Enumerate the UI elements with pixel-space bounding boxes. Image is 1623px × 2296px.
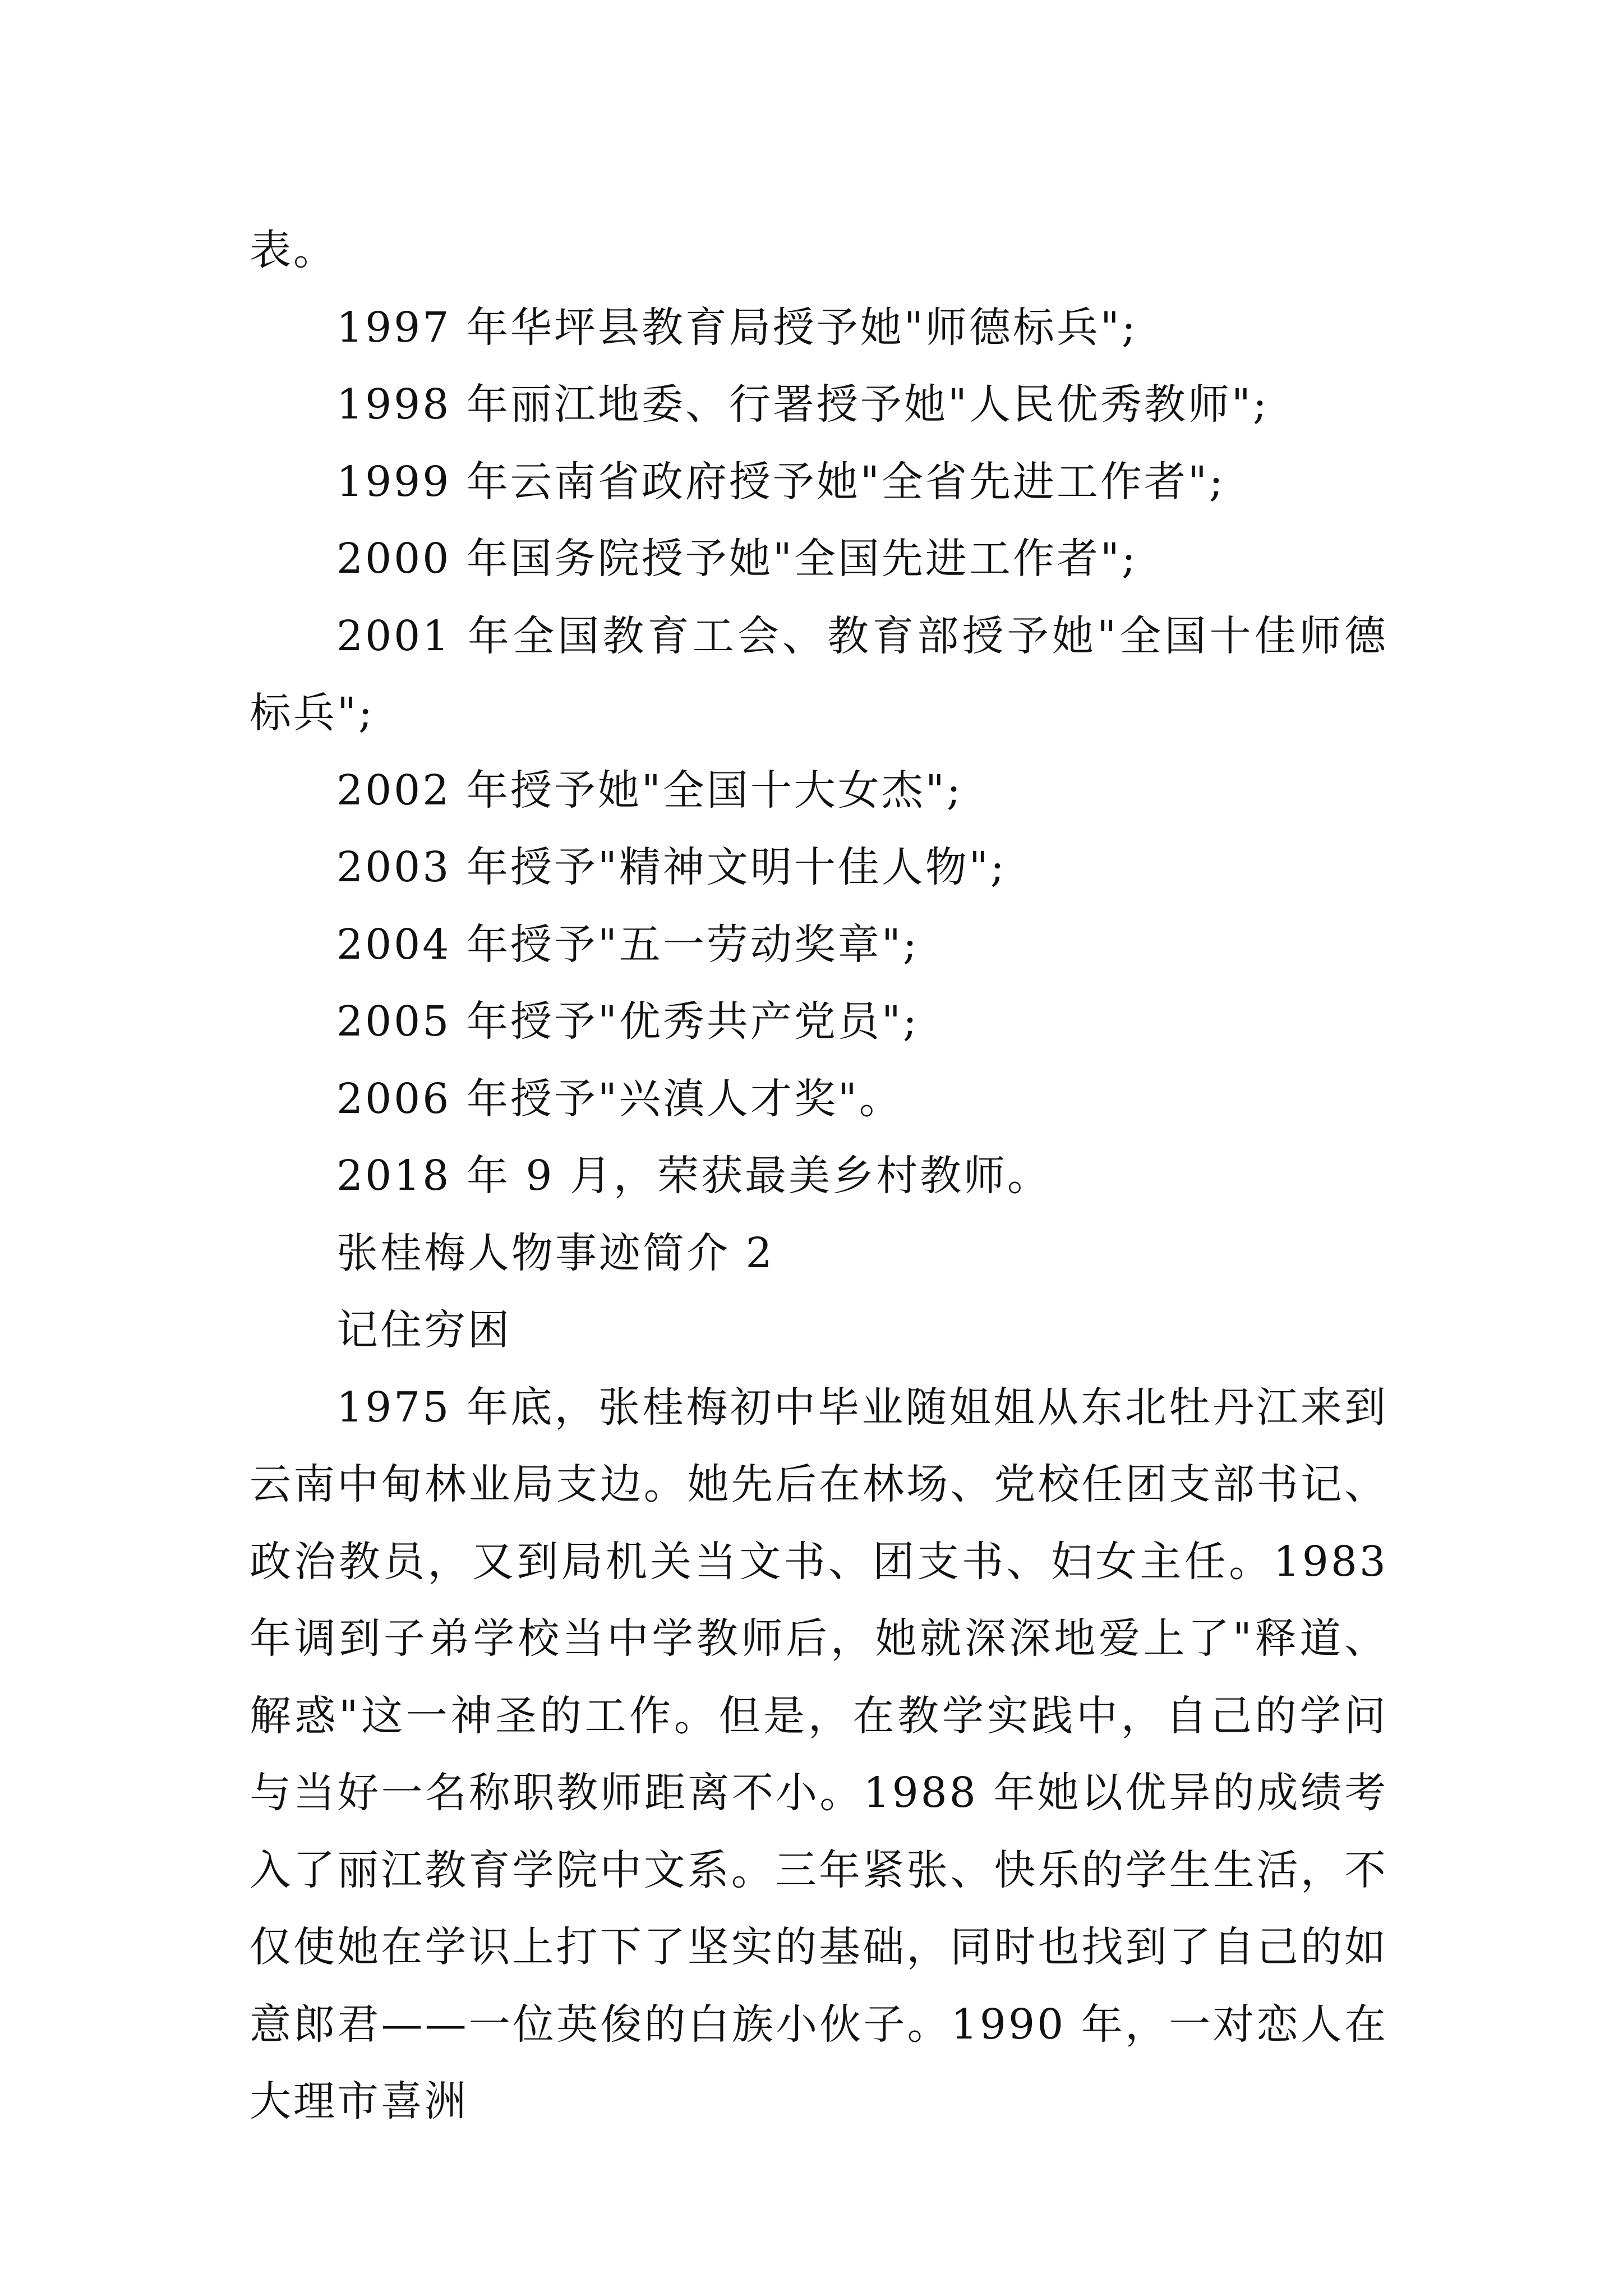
paragraph: 1998 年丽江地委、行署授予她"人民优秀教师"; <box>336 380 1269 429</box>
paragraph: 1975 年底，张桂梅初中毕业随姐姐从东北牡丹江来到云南中甸林业局支边。她先后在林场、党校任团支部书记、政治教员，又到局机关当文书、团支书、妇女主任。1983 年调到子弟学校当中学教师后，她就深深地爱上了"释道、解惑"这一神圣的工作。但是，在教学实践中，自己的学问与当好一名称职教师距离不小。1988 年她以优异的成绩考入了丽江教育学院中文系。三年紧张、快乐的学生生活，不仅使她在学识上打下了坚实的基础，同时也找到了自己的如意郎君——一位英俊的白族小伙子。1990 年，一对恋人在大理市喜洲 <box>250 1383 1388 2125</box>
paragraph: 2000 年国务院授予她"全国先进工作者"; <box>336 535 1138 583</box>
paragraph: 2004 年授予"五一劳动奖章"; <box>336 920 919 969</box>
paragraph: 表。 <box>250 226 337 274</box>
paragraph: 2001 年全国教育工会、教育部授予她"全国十佳师德标兵"; <box>250 611 1388 737</box>
paragraph: 2005 年授予"优秀共产党员"; <box>336 997 919 1046</box>
paragraph: 2006 年授予"兴滇人才奖"。 <box>336 1074 903 1123</box>
paragraph: 2003 年授予"精神文明十佳人物"; <box>336 843 1007 891</box>
section-subtitle: 记住穷困 <box>336 1306 511 1354</box>
paragraph: 1999 年云南省政府授予她"全省先进工作者"; <box>336 457 1225 506</box>
section-title: 张桂梅人物事迹简介 2 <box>336 1228 774 1277</box>
paragraph: 2018 年 9 月，荣获最美乡村教师。 <box>336 1152 1051 1200</box>
paragraph: 2002 年授予她"全国十大女杰"; <box>336 766 963 815</box>
document-body <box>250 212 1388 2141</box>
paragraph: 1997 年华坪县教育局授予她"师德标兵"; <box>336 303 1138 352</box>
